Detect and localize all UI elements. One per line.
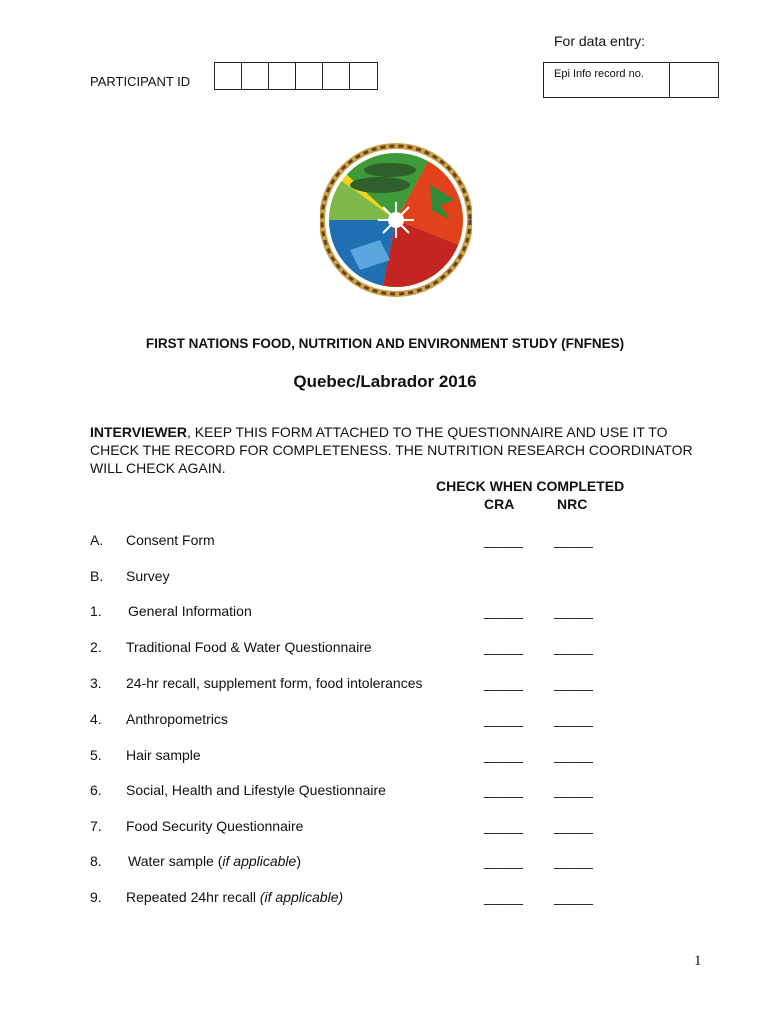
checklist-item-label: Social, Health and Lifestyle Questionnaire — [126, 782, 386, 798]
participant-id-label: PARTICIPANT ID — [90, 74, 191, 89]
participant-id-boxes — [214, 62, 378, 90]
checklist-item-label: Water sample (if applicable) — [128, 853, 301, 869]
nrc-check-blank[interactable]: _____ — [554, 603, 593, 619]
fnfnes-logo-icon — [320, 140, 472, 300]
cra-check-blank[interactable]: _____ — [484, 532, 523, 548]
cra-check-blank[interactable]: _____ — [484, 889, 523, 905]
nrc-check-blank[interactable]: _____ — [554, 853, 593, 869]
checklist-item-number: 7. — [90, 818, 102, 834]
study-title: FIRST NATIONS FOOD, NUTRITION AND ENVIRONMENT STUDY (FNFNES) — [145, 336, 625, 351]
checklist-item-number: 3. — [90, 675, 102, 691]
cra-check-blank[interactable]: _____ — [484, 603, 523, 619]
region-year-title: Quebec/Labrador 2016 — [293, 372, 477, 391]
instructions-lead: INTERVIEWER — [90, 424, 187, 440]
check-when-completed-heading: CHECK WHEN COMPLETED — [436, 478, 625, 494]
checklist-row — [0, 711, 770, 731]
checklist-row — [0, 675, 770, 695]
nrc-check-blank[interactable]: _____ — [554, 675, 593, 691]
nrc-check-blank[interactable]: _____ — [554, 711, 593, 727]
participant-id-digit-box[interactable] — [215, 63, 242, 89]
checklist-item-number: 9. — [90, 889, 102, 905]
checklist-item-label: 24-hr recall, supplement form, food intolerances — [126, 675, 423, 691]
checklist-item-label: Traditional Food & Water Questionnaire — [126, 639, 372, 655]
checklist-item-number: A. — [90, 532, 104, 548]
cra-check-blank[interactable]: _____ — [484, 711, 523, 727]
checklist-item-label: Survey — [126, 568, 170, 584]
checklist-row — [0, 782, 770, 802]
data-entry-label: For data entry: — [554, 33, 646, 49]
cra-check-blank[interactable]: _____ — [484, 747, 523, 763]
checklist-row — [0, 747, 770, 767]
cra-check-blank[interactable]: _____ — [484, 782, 523, 798]
epi-info-label: Epi Info record no. — [544, 63, 670, 97]
epi-info-record-field[interactable] — [670, 63, 718, 97]
checklist-item-number: 8. — [90, 853, 102, 869]
participant-id-digit-box[interactable] — [323, 63, 350, 89]
nrc-check-blank[interactable]: _____ — [554, 747, 593, 763]
nrc-check-blank[interactable]: _____ — [554, 818, 593, 834]
checklist-item-label: Consent Form — [126, 532, 215, 548]
participant-id-digit-box[interactable] — [350, 63, 377, 89]
checklist-row — [0, 532, 770, 552]
cra-check-blank[interactable]: _____ — [484, 675, 523, 691]
instructions-text: , KEEP THIS FORM ATTACHED TO THE QUESTIONNAIRE AND USE IT TO CHECK THE RECORD FOR COMPLETENESS. THE NUTRITION RESEARCH COORDINATOR WILL CHECK AGAIN. — [90, 424, 693, 476]
nrc-check-blank[interactable]: _____ — [554, 889, 593, 905]
participant-id-digit-box[interactable] — [269, 63, 296, 89]
cra-check-blank[interactable]: _____ — [484, 639, 523, 655]
checklist-item-number: 6. — [90, 782, 102, 798]
cra-check-blank[interactable]: _____ — [484, 853, 523, 869]
checklist-item-label: Food Security Questionnaire — [126, 818, 304, 834]
checklist-item-label: General Information — [128, 603, 252, 619]
nrc-check-blank[interactable]: _____ — [554, 639, 593, 655]
checklist-row — [0, 853, 770, 873]
checklist-row — [0, 568, 770, 588]
checklist-item-number: 4. — [90, 711, 102, 727]
nrc-check-blank[interactable]: _____ — [554, 532, 593, 548]
cra-check-blank[interactable]: _____ — [484, 818, 523, 834]
page-number: 1 — [694, 953, 702, 969]
participant-id-digit-box[interactable] — [296, 63, 323, 89]
nrc-column-header: NRC — [557, 496, 588, 512]
checklist-item-number: B. — [90, 568, 104, 584]
interviewer-instructions — [90, 423, 710, 477]
checklist-row — [0, 639, 770, 659]
cra-column-header: CRA — [484, 496, 515, 512]
checklist-item-label: Repeated 24hr recall (if applicable) — [126, 889, 344, 905]
checklist-item-number: 2. — [90, 639, 102, 655]
epi-info-record-box — [543, 62, 719, 98]
checklist-row — [0, 603, 770, 623]
nrc-check-blank[interactable]: _____ — [554, 782, 593, 798]
checklist-row — [0, 818, 770, 838]
checklist-item-number: 1. — [90, 603, 102, 619]
checklist-item-label: Hair sample — [126, 747, 201, 763]
checklist-item-number: 5. — [90, 747, 102, 763]
participant-id-digit-box[interactable] — [242, 63, 269, 89]
checklist-item-label: Anthropometrics — [126, 711, 228, 727]
checklist-row — [0, 889, 770, 909]
